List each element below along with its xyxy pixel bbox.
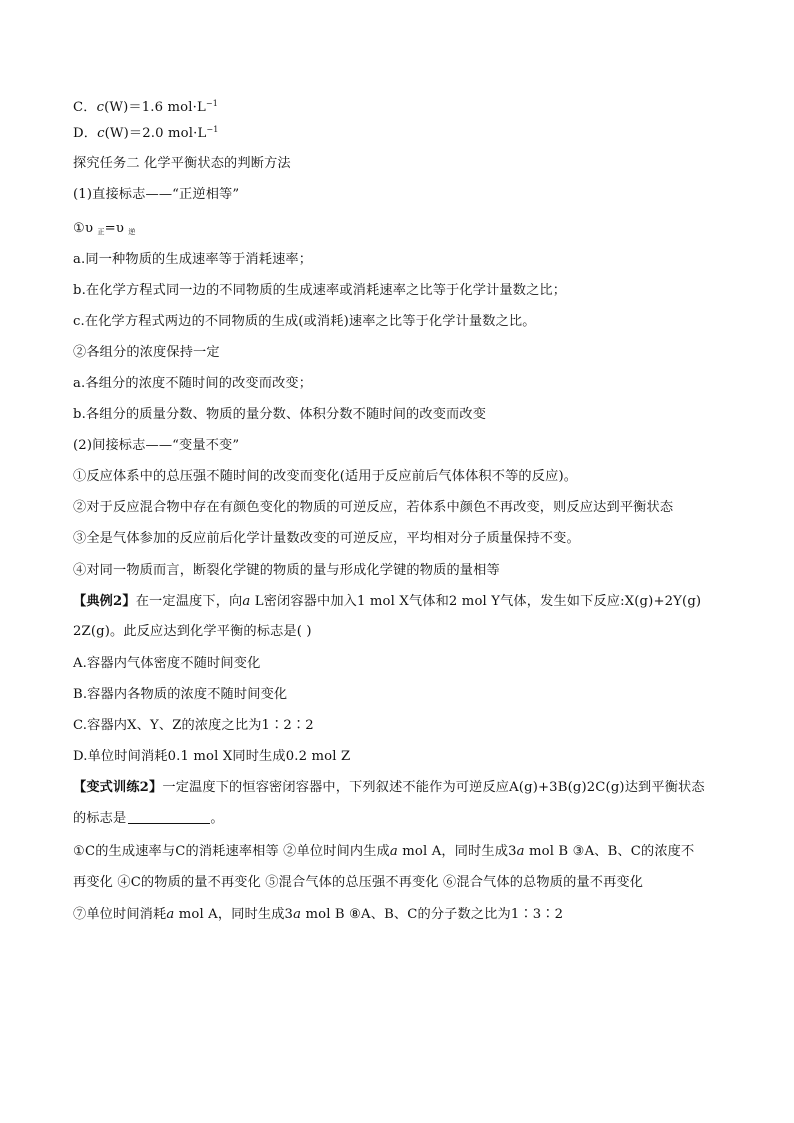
text-line (73, 282, 566, 300)
text-line (73, 468, 577, 486)
text-line (73, 843, 694, 861)
subscript: 正 (97, 228, 105, 236)
text-run: B.容器内各物质的浓度不随时间变化 (73, 687, 288, 702)
text-run: =υ (104, 221, 129, 236)
bold-label: 【变式训练2】 (73, 780, 163, 795)
text-run: A.容器内气体密度不随时间变化 (73, 656, 261, 671)
text-run: c.在化学方程式两边的不同物质的生成(或消耗)速率之比等于化学计量数之比。 (73, 314, 536, 329)
superscript: −1 (206, 125, 219, 134)
text-line (73, 121, 218, 143)
text-run: mol B ⑧A、B、C的分子数之比为1∶3∶2 (301, 907, 564, 922)
text-line (73, 344, 220, 362)
italic-var: a (166, 907, 175, 922)
subscript: 逆 (128, 228, 136, 236)
text-line (73, 655, 260, 673)
bold-label: 【典例2】 (73, 594, 136, 609)
text-run: ①反应体系中的总压强不随时间的改变而变化(适用于反应前后气体体积不等的反应)。 (73, 469, 578, 484)
text-run: 2Z(g)。此反应达到化学平衡的标志是( ) (73, 624, 312, 639)
text-line (73, 220, 136, 241)
text-run: ②各组分的浓度保持一定 (73, 345, 220, 360)
italic-var: a (293, 907, 302, 922)
text-line (73, 95, 218, 117)
text-run: (W)＝1.6 mol·L (104, 100, 206, 115)
text-line (73, 437, 239, 455)
text-line (73, 748, 350, 766)
text-line (73, 530, 580, 548)
text-run: ③全是气体参加的反应前后化学计量数改变的可逆反应，平均相对分子质量保持不变。 (73, 531, 580, 546)
answer-blank (128, 810, 210, 824)
italic-var: a (516, 844, 525, 859)
text-run: (W)＝2.0 mol·L (104, 126, 207, 141)
text-line (73, 686, 287, 704)
text-run: ①C的生成速率与C的消耗速率相等 ②单位时间内生成 (73, 844, 390, 859)
text-line (73, 717, 314, 735)
text-run: mol A，同时生成3 (397, 844, 517, 859)
text-run: b.在化学方程式同一边的不同物质的生成速率或消耗速率之比等于化学计量数之比； (73, 283, 567, 298)
text-run: 。 (210, 811, 224, 826)
text-run: ④对同一物质而言，断裂化学键的物质的量与形成化学键的物质的量相等 (73, 563, 500, 578)
text-run: ⑦单位时间消耗 (73, 907, 167, 922)
text-line (73, 186, 239, 204)
text-run: mol B ③A、B、C的浓度不 (524, 844, 695, 859)
text-run: (2)间接标志——“变量不变” (73, 438, 240, 453)
text-line (73, 375, 312, 393)
superscript: −1 (205, 99, 218, 108)
text-run: 再变化 ④C的物质的量不再变化 ⑤混合气体的总压强不再变化 ⑥混合气体的总物质的量不再变化 (73, 875, 644, 890)
italic-var: c (96, 100, 105, 115)
italic-var: c (97, 126, 105, 141)
text-line (73, 810, 224, 828)
italic-var: a (389, 844, 398, 859)
text-line (73, 593, 701, 611)
text-run: mol A，同时生成3 (174, 907, 294, 922)
text-run: D． (73, 126, 98, 141)
text-run: D.单位时间消耗0.1 mol X同时生成0.2 mol Z (73, 749, 351, 764)
text-run: 探究任务二 化学平衡状态的判断方法 (73, 156, 291, 171)
text-line (73, 906, 563, 924)
text-line (73, 499, 673, 517)
text-run: 一定温度下的恒容密闭容器中，下列叙述不能作为可逆反应A(g)+3B(g)2C(g)达到平衡状态 (162, 780, 705, 795)
text-line (73, 406, 486, 424)
text-run: 在一定温度下，向 (135, 594, 243, 609)
text-run: 的标志是 (73, 811, 127, 826)
text-line (73, 313, 536, 331)
text-line (73, 155, 291, 173)
text-line (73, 562, 500, 580)
text-run: ①υ (73, 221, 98, 236)
text-run: L密闭容器中加入1 mol X气体和2 mol Y气体，发生如下反应:X(g)+2Y(g) (250, 594, 702, 609)
text-run: C． (73, 100, 97, 115)
text-line (73, 779, 705, 797)
text-line (73, 623, 312, 641)
text-run: a.各组分的浓度不随时间的改变而改变； (73, 376, 313, 391)
text-run: C.容器内X、Y、Z的浓度之比为1∶2∶2 (73, 718, 314, 733)
italic-var: a (242, 594, 251, 609)
text-line (73, 251, 312, 269)
text-line (73, 874, 643, 892)
text-run: b.各组分的质量分数、物质的量分数、体积分数不随时间的改变而改变 (73, 407, 487, 422)
text-run: (1)直接标志——“正逆相等” (73, 187, 240, 202)
text-run: ②对于反应混合物中存在有颜色变化的物质的可逆反应，若体系中颜色不再改变，则反应达到平衡状态 (73, 500, 674, 515)
text-run: a.同一种物质的生成速率等于消耗速率； (73, 252, 313, 267)
